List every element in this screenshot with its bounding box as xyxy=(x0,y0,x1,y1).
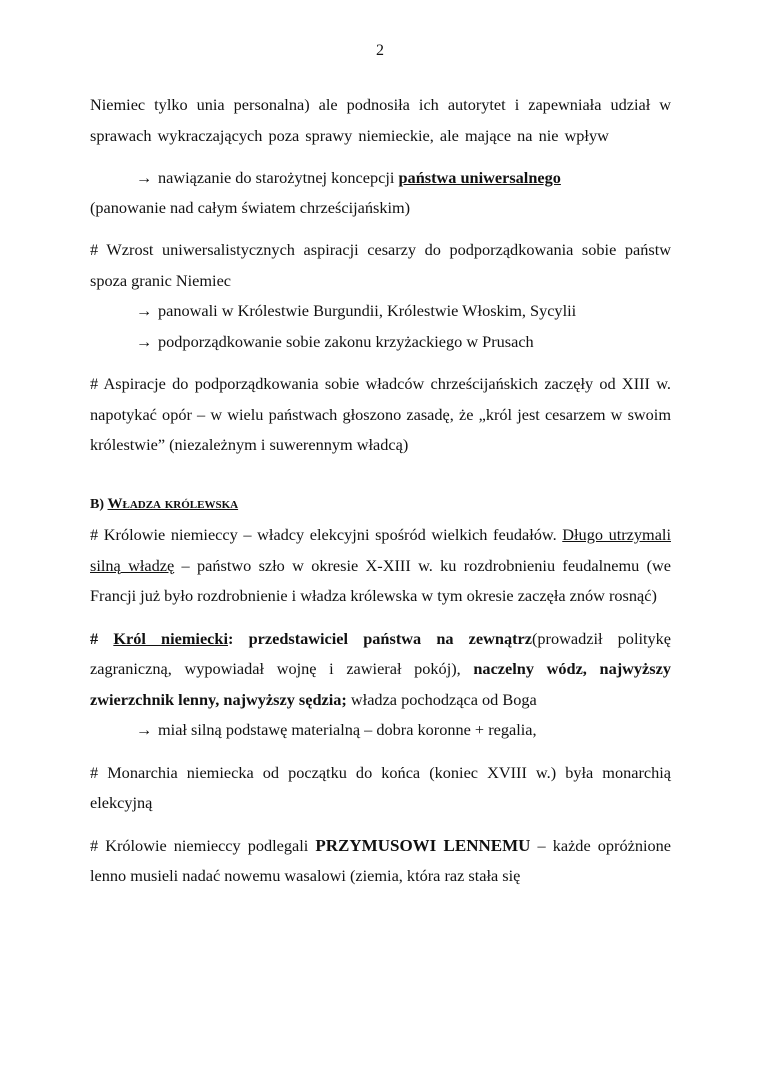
section-heading: B) Władza królewska xyxy=(90,495,239,512)
paragraph-continuation: Niemiec tylko unia personalna) ale podnosiła ich autorytet i zapewniała udział w sprawach wykraczających poza sprawy niemieckie, ale mające na nie wpływ xyxy=(90,95,671,145)
paragraph-universal-state: → nawiązanie do starożytnej koncepcji państwa uniwersalnego xyxy=(90,163,671,194)
term-german-king: Król niemiecki xyxy=(113,628,228,648)
paragraph-universal-state-note: (panowanie nad całym światem chrześcijańskim) xyxy=(90,197,411,217)
arrow-icon: → xyxy=(136,301,153,320)
paragraph-elective-monarchy: # Monarchia niemiecka od początku do końca (koniec XVIII w.) była monarchią elekcyjną xyxy=(90,762,671,812)
paragraph-universalist-aspirations: # Wzrost uniwersalistycznych aspiracji cesarzy do podporządkowania sobie państw spoza granic Niemiec xyxy=(90,240,671,290)
paragraph-german-king: # Król niemiecki: przedstawiciel państwa na zewnątrz(prowadził politykę zagraniczną, wypowiadał wojnę i zawierał pokój), naczelny wódz, najwyższy zwierzchnik lenny, najwyższy sędzia; władza pochodząca od Boga xyxy=(90,628,672,709)
document-body xyxy=(90,90,671,892)
page-number: 2 xyxy=(376,42,384,59)
term-universal-state: państwa uniwersalnego xyxy=(398,168,561,187)
term-feudal-compulsion: PRZYMUSOWI LENNEMU xyxy=(315,835,531,855)
bullet-teutonic-order: → podporządkowanie sobie zakonu krzyżackiego w Prusach xyxy=(90,327,671,358)
arrow-icon: → xyxy=(136,720,153,739)
paragraph-feudal-compulsion: # Królowie niemieccy podlegali PRZYMUSOWI LENNEMU – każde opróżnione lenno musieli nadać nowemu wasalowi (ziemia, która raz stała się xyxy=(90,835,671,885)
underlined-strong-power: Długo utrzymali silną władzę xyxy=(90,525,671,575)
section-title: Władza królewska xyxy=(107,495,239,512)
arrow-icon: → xyxy=(136,331,153,351)
bullet-material-base: → miał silną podstawę materialną – dobra koronne + regalia, xyxy=(90,715,671,746)
arrow-icon: → xyxy=(136,168,153,187)
paragraph-resistance: # Aspiracje do podporządkowania sobie władców chrześcijańskich zaczęły od XIII w. napotykać opór – w wielu państwach głoszono zasadę, że „król jest cesarzem w swoim królestwie” (niezależnym i suwerennym władcą) xyxy=(90,374,671,454)
bullet-burgundy: → panowali w Królestwie Burgundii, Królestwie Włoskim, Sycylii xyxy=(90,296,671,327)
paragraph-elective-kings: # Królowie niemieccy – władcy elekcyjni spośród wielkich feudałów. Długo utrzymali silną władzę – państwo szło w okresie X-XIII w. ku rozdrobnieniu feudalnemu (we Francji już było rozdrobnienie i władza królewska w tym okresie zaczęła znów rosnąć) xyxy=(90,525,671,605)
